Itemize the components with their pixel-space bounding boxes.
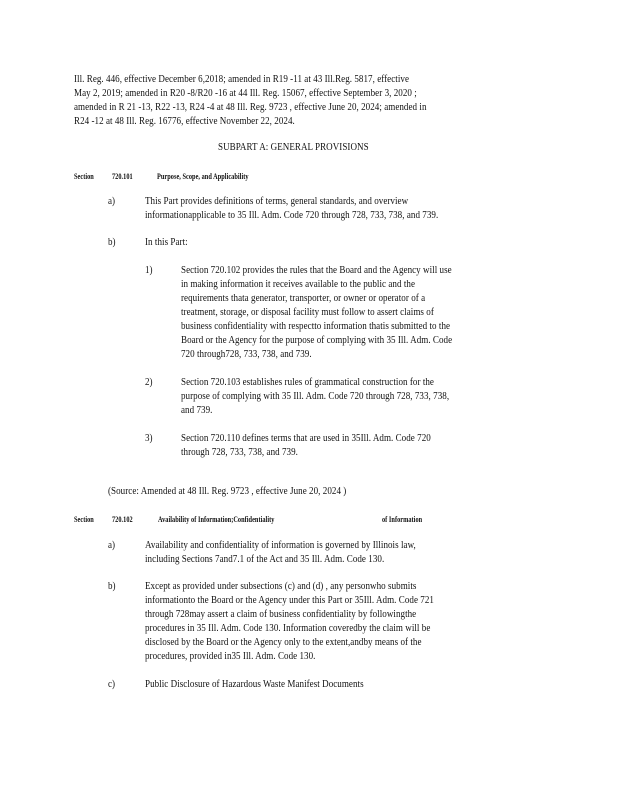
s101-b1-line-1: Section 720.102 provides the rules that the Board and the Agency will use [181,265,452,276]
s102-b-line-4: procedures in 35 Ill. Adm. Code 130. Information coveredby the claim will be [145,623,431,634]
s101-b2-line-1: Section 720.103 establishes rules of grammatical construction for the [181,377,434,388]
s102-a-line-1: Availability and confidentiality of information is governed by Illinois law, [145,540,416,551]
s102-b-line-1: Except as provided under subsections (c) and (d) , any personwho submits [145,581,417,592]
subpart-heading: SUBPART A: GENERAL PROVISIONS [218,142,369,153]
section-101-title: Purpose, Scope, and Applicability [157,171,249,181]
s101-b-marker: b) [108,237,116,248]
s101-b3-line-2: through 728, 733, 738, and 739. [181,447,298,458]
s101-b2-marker: 2) [145,377,153,388]
s102-b-line-3: through 728may assert a claim of business confidentiality by followingthe [145,609,417,620]
s101-a-line-2: informationapplicable to 35 Ill. Adm. Code 720 through 728, 733, 738, and 739. [145,210,439,221]
s101-b2-line-3: and 739. [181,405,213,416]
section-102-label: Section [74,514,94,524]
s101-b1-line-6: Board or the Agency for the purpose of complying with 35 Ill. Adm. Code [181,335,453,346]
s101-b-line-1: In this Part: [145,237,188,248]
s101-b2-line-2: purpose of complying with 35 Ill. Adm. Code 720 through 728, 733, 738, [181,391,450,402]
s101-b1-line-2: in making information it receives available to the public and the [181,279,416,290]
s101-source-note: (Source: Amended at 48 Ill. Reg. 9723 , effective June 20, 2024 ) [108,486,347,497]
s101-b1-line-3: requirements thata generator, transporter, or owner or operator of a [181,293,426,304]
s101-b1-line-7: 720 through728, 733, 738, and 739. [181,349,312,360]
s102-b-line-2: informationto the Board or the Agency under this Part or 35Ill. Adm. Code 721 [145,595,434,606]
section-102-title-part2: of Information [382,514,423,524]
s102-c-line-1: Public Disclosure of Hazardous Waste Manifest Documents [145,679,364,690]
s101-b3-marker: 3) [145,433,153,444]
s102-b-marker: b) [108,581,116,592]
history-line-1: Ill. Reg. 446, effective December 6,2018; amended in R19 -11 at 43 Ill.Reg. 5817, effective [74,74,410,85]
s102-b-line-5: disclosed by the Board or the Agency only to the extent,andby means of the [145,637,422,648]
s102-c-marker: c) [108,679,116,690]
s101-b1-marker: 1) [145,265,153,276]
section-102-title-part1: Availability of Information;Confidentiality [158,514,275,524]
s102-a-marker: a) [108,540,116,551]
s101-a-line-1: This Part provides definitions of terms, general standards, and overview [145,196,409,207]
section-101-label: Section [74,171,94,181]
s102-a-line-2: including Sections 7and7.1 of the Act and 35 Ill. Adm. Code 130. [145,554,385,565]
s101-b1-line-4: treatment, storage, or disposal facility must follow to assert claims of [181,307,434,318]
history-line-2: May 2, 2019; amended in R20 -8/R20 -16 at 44 Ill. Reg. 15067, effective September 3, 2020 ; [74,88,417,99]
history-line-3: amended in R 21 -13, R22 -13, R24 -4 at 48 Ill. Reg. 9723 , effective June 20, 2024; amended in [74,102,427,113]
s101-a-marker: a) [108,196,116,207]
history-line-4: R24 -12 at 48 Ill. Reg. 16776, effective November 22, 2024. [74,116,295,127]
s102-b-line-6: procedures, provided in35 Ill. Adm. Code 130. [145,651,316,662]
section-101-number: 720.101 [112,171,133,181]
s101-b3-line-1: Section 720.110 defines terms that are used in 35Ill. Adm. Code 720 [181,433,431,444]
section-102-number: 720.102 [112,514,133,524]
s101-b1-line-5: business confidentiality with respectto information thatis submitted to the [181,321,451,332]
